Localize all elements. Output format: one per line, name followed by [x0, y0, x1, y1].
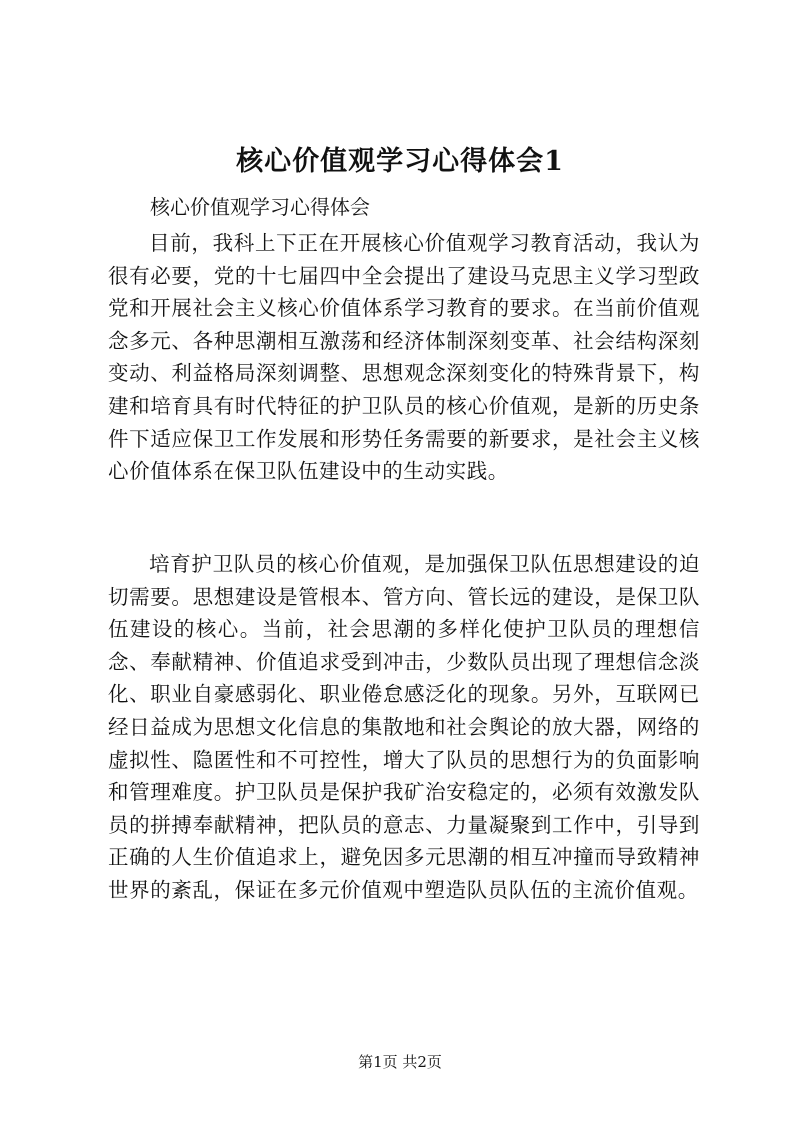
document-title: 核心价值观学习心得体会1 — [236, 146, 564, 177]
document-subtitle: 核心价值观学习心得体会 — [150, 195, 370, 219]
paragraph-2: 培育护卫队员的核心价值观，是加强保卫队伍思想建设的迫切需要。思想建设是管根本、管方向、管长远的建设，是保卫队伍建设的核心。当前，社会思潮的多样化使护卫队员的理想信念、奉献精神、价值追求受到冲击，少数队员出现了理想信念淡化、职业自豪感弱化、职业倦怠感泛化的现象。另外，互联网已经日益成为思想文化信息的集散地和社会舆论的放大器，网络的虚拟性、隐匿性和不可控性，增大了队员的思想行为的负面影响和管理难度。护卫队员是保护我矿治安稳定的，必须有效激发队员的拼搏奉献精神，把队员的意志、力量凝聚到工作中，引导到正确的人生价值追求上，避免因多元思潮的相互冲撞而导致精神世界的紊乱，保证在多元价值观中塑造队员队伍的主流价值观。 — [108, 552, 700, 902]
page-footer: 第1页 共2页 — [358, 1053, 442, 1071]
paragraph-1: 目前，我科上下正在开展核心价值观学习教育活动，我认为很有必要，党的十七届四中全会提出了建设马克思主义学习型政党和开展社会主义核心价值体系学习教育的要求。在当前价值观念多元、各种思潮相互激荡和经济体制深刻变革、社会结构深刻变动、利益格局深刻调整、思想观念深刻变化的特殊背景下，构建和培育具有时代特征的护卫队员的核心价值观，是新的历史条件下适应保卫工作发展和形势任务需要的新要求，是社会主义核心价值体系在保卫队伍建设中的生动实践。 — [108, 231, 700, 484]
